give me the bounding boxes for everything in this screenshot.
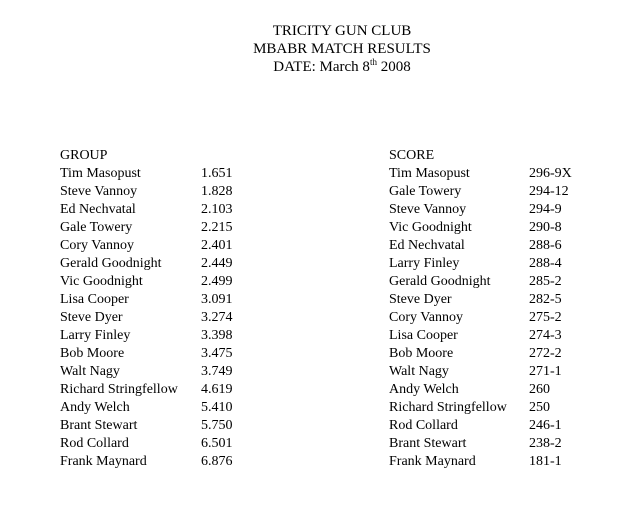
shooter-name: Walt Nagy <box>389 364 449 379</box>
group-value: 6.876 <box>201 454 233 469</box>
group-value: 2.449 <box>201 256 233 271</box>
group-value: 3.475 <box>201 346 233 361</box>
shooter-name: Ed Nechvatal <box>389 238 465 253</box>
group-row <box>60 237 300 255</box>
score-value: 290-8 <box>529 220 562 235</box>
group-value: 6.501 <box>201 436 233 451</box>
shooter-name: Gerald Goodnight <box>389 274 491 289</box>
shooter-name: Lisa Cooper <box>60 292 129 307</box>
shooter-name: Ed Nechvatal <box>60 202 136 217</box>
shooter-name: Vic Goodnight <box>389 220 472 235</box>
score-value: 271-1 <box>529 364 562 379</box>
group-value: 2.103 <box>201 202 233 217</box>
event-title: MBABR MATCH RESULTS <box>253 41 431 57</box>
score-row <box>389 291 619 309</box>
score-value: 274-3 <box>529 328 562 343</box>
match-date <box>0 58 625 77</box>
group-value: 2.499 <box>201 274 233 289</box>
shooter-name: Larry Finley <box>389 256 460 271</box>
group-row <box>60 381 300 399</box>
shooter-name: Brant Stewart <box>60 418 138 433</box>
group-row <box>60 309 300 327</box>
group-value: 3.274 <box>201 310 233 325</box>
score-row <box>389 165 619 183</box>
shooter-name: Andy Welch <box>389 382 459 397</box>
score-row <box>389 201 619 219</box>
shooter-name: Lisa Cooper <box>389 328 458 343</box>
group-row <box>60 399 300 417</box>
score-value: 296-9X <box>529 166 572 181</box>
group-value: 1.828 <box>201 184 233 199</box>
score-value: 285-2 <box>529 274 562 289</box>
group-row <box>60 435 300 453</box>
group-row <box>60 183 300 201</box>
score-row <box>389 327 619 345</box>
score-value: 246-1 <box>529 418 562 433</box>
score-value: 272-2 <box>529 346 562 361</box>
group-row <box>60 165 300 183</box>
group-value: 3.398 <box>201 328 233 343</box>
shooter-name: Andy Welch <box>60 400 130 415</box>
group-row <box>60 255 300 273</box>
group-value: 3.749 <box>201 364 233 379</box>
group-value: 1.651 <box>201 166 233 181</box>
score-value: 282-5 <box>529 292 562 307</box>
score-results-column <box>389 147 619 471</box>
shooter-name: Frank Maynard <box>60 454 147 469</box>
shooter-name: Brant Stewart <box>389 436 467 451</box>
score-row <box>389 255 619 273</box>
score-value: 238-2 <box>529 436 562 451</box>
score-row <box>389 309 619 327</box>
score-value: 250 <box>529 400 550 415</box>
score-results-list <box>389 165 619 471</box>
group-value: 2.401 <box>201 238 233 253</box>
group-value: 2.215 <box>201 220 233 235</box>
score-row <box>389 273 619 291</box>
shooter-name: Vic Goodnight <box>60 274 143 289</box>
shooter-name: Frank Maynard <box>389 454 476 469</box>
score-value: 275-2 <box>529 310 562 325</box>
group-row <box>60 291 300 309</box>
score-row <box>389 435 619 453</box>
score-value: 288-4 <box>529 256 562 271</box>
shooter-name: Rod Collard <box>60 436 129 451</box>
group-row <box>60 363 300 381</box>
group-row <box>60 453 300 471</box>
shooter-name: Rod Collard <box>389 418 458 433</box>
score-value: 288-6 <box>529 238 562 253</box>
score-row <box>389 453 619 471</box>
score-heading: SCORE <box>389 148 435 163</box>
score-row <box>389 345 619 363</box>
group-value: 5.410 <box>201 400 233 415</box>
group-value: 4.619 <box>201 382 233 397</box>
shooter-name: Tim Masopust <box>389 166 470 181</box>
shooter-name: Tim Masopust <box>60 166 141 181</box>
shooter-name: Steve Dyer <box>389 292 452 307</box>
shooter-name: Bob Moore <box>389 346 454 361</box>
shooter-name: Steve Vannoy <box>389 202 467 217</box>
group-row <box>60 327 300 345</box>
group-row <box>60 273 300 291</box>
score-value: 260 <box>529 382 550 397</box>
shooter-name: Steve Dyer <box>60 310 123 325</box>
shooter-name: Cory Vannoy <box>389 310 464 325</box>
score-row <box>389 237 619 255</box>
score-row <box>389 183 619 201</box>
score-row <box>389 417 619 435</box>
score-row <box>389 399 619 417</box>
shooter-name: Gale Towery <box>389 184 462 199</box>
group-value: 5.750 <box>201 418 233 433</box>
date-ordinal-suffix: th <box>369 57 377 67</box>
score-value: 294-12 <box>529 184 569 199</box>
shooter-name: Gale Towery <box>60 220 133 235</box>
score-row <box>389 219 619 237</box>
shooter-name: Walt Nagy <box>60 364 120 379</box>
group-value: 3.091 <box>201 292 233 307</box>
group-row <box>60 345 300 363</box>
date-prefix: DATE: March 8 <box>273 59 370 75</box>
shooter-name: Richard Stringfellow <box>389 400 507 415</box>
group-heading: GROUP <box>60 148 108 163</box>
score-value: 294-9 <box>529 202 562 217</box>
date-year: 2008 <box>376 59 411 75</box>
shooter-name: Larry Finley <box>60 328 131 343</box>
score-value: 181-1 <box>529 454 562 469</box>
group-row <box>60 201 300 219</box>
shooter-name: Richard Stringfellow <box>60 382 178 397</box>
shooter-name: Cory Vannoy <box>60 238 135 253</box>
club-title: TRICITY GUN CLUB <box>272 23 412 39</box>
shooter-name: Steve Vannoy <box>60 184 138 199</box>
group-results-list <box>60 165 300 471</box>
score-row <box>389 381 619 399</box>
shooter-name: Gerald Goodnight <box>60 256 162 271</box>
document-header <box>0 22 625 77</box>
group-row <box>60 219 300 237</box>
group-row <box>60 417 300 435</box>
group-results-column <box>60 147 300 471</box>
shooter-name: Bob Moore <box>60 346 125 361</box>
score-row <box>389 363 619 381</box>
